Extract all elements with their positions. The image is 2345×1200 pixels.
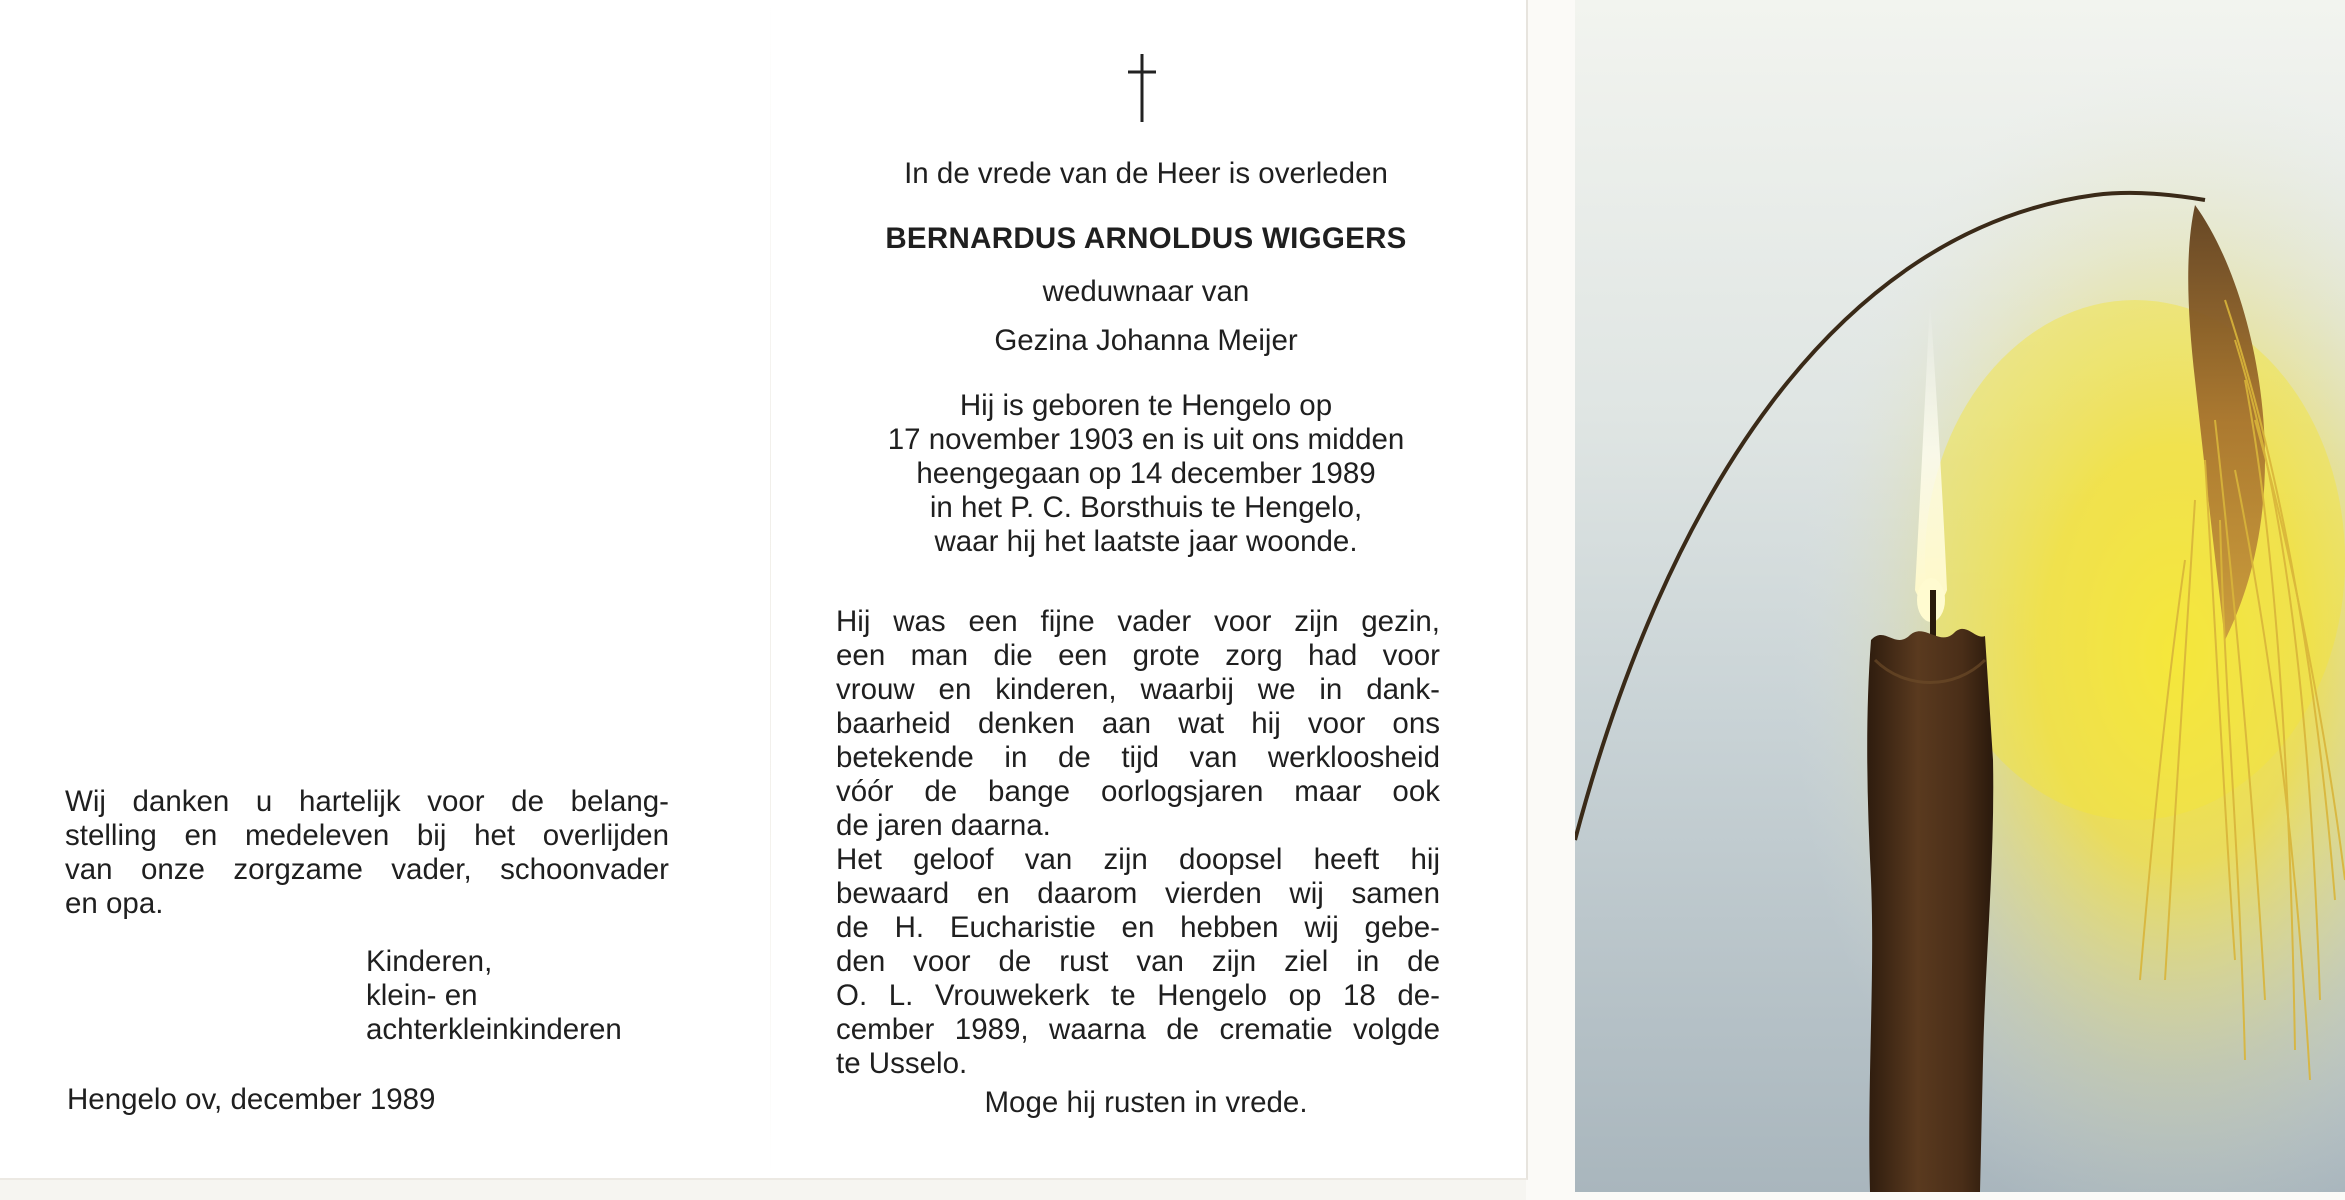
intro-text: In de vrede van de Heer is overleden [904,157,1388,190]
deceased-name: BERNARDUS ARNOLDUS WIGGERS [885,222,1407,255]
tribute-line: den voor de rust van zijn ziel in de [836,945,1440,978]
tribute-line: de H. Eucharistie en hebben wij gebe- [836,911,1440,944]
thanks-line: van onze zorgzame vader, schoonvader [65,853,669,886]
tribute-line: betekende in de tijd van werkloosheid [836,741,1440,774]
signature-line: achterkleinkinderen [366,1013,622,1046]
tribute-line: vóór de bange oorlogsjaren maar ook [836,775,1440,808]
tribute-line: bewaard en daarom vierden wij samen [836,877,1440,910]
thanks-block [65,785,669,921]
tribute-block [836,605,1440,1081]
thanks-line: Wij danken u hartelijk voor de belang- [65,785,669,818]
candle-wheat-photo [1575,0,2345,1192]
signature-line: Kinderen, [366,945,493,978]
tribute-line: cember 1989, waarna de crematie volgde [836,1013,1440,1046]
widow-of-text: weduwnaar van [1042,275,1250,308]
tribute-line: O. L. Vrouwekerk te Hengelo op 18 de- [836,979,1440,1012]
biography-line: heengegaan op 14 december 1989 [916,457,1376,490]
biography-line: waar hij het laatste jaar woonde. [934,525,1358,558]
tribute-line: vrouw en kinderen, waarbij we in dank- [836,673,1440,706]
cross-icon [1117,52,1167,124]
biography-line: Hij is geboren te Hengelo op [959,389,1333,422]
scan-edge [0,1180,1526,1200]
biography-line: in het P. C. Borsthuis te Hengelo, [929,491,1363,524]
tribute-line: Het geloof van zijn doopsel heeft hij [836,843,1440,876]
biography-block [836,389,1456,559]
card-fold [770,0,771,1178]
tribute-line: te Usselo. [836,1047,968,1080]
tribute-line: Hij was een fijne vader voor zijn gezin, [836,605,1440,638]
tribute-line: baarheid denken aan wat hij voor ons [836,707,1440,740]
spouse-name: Gezina Johanna Meijer [994,324,1298,357]
tribute-line: een man die een grote zorg had voor [836,639,1440,672]
biography-line: 17 november 1903 en is uit ons midden [887,423,1405,456]
signature-block [366,945,766,1047]
farewell-text: Moge hij rusten in vrede. [984,1086,1308,1119]
thanks-line: en opa. [65,887,164,920]
tribute-line: de jaren daarna. [836,809,1051,842]
place-date: Hengelo ov, december 1989 [67,1083,436,1116]
thanks-line: stelling en medeleven bij het overlijden [65,819,669,852]
photo-illustration [1575,0,2345,1192]
signature-line: klein- en [366,979,478,1012]
